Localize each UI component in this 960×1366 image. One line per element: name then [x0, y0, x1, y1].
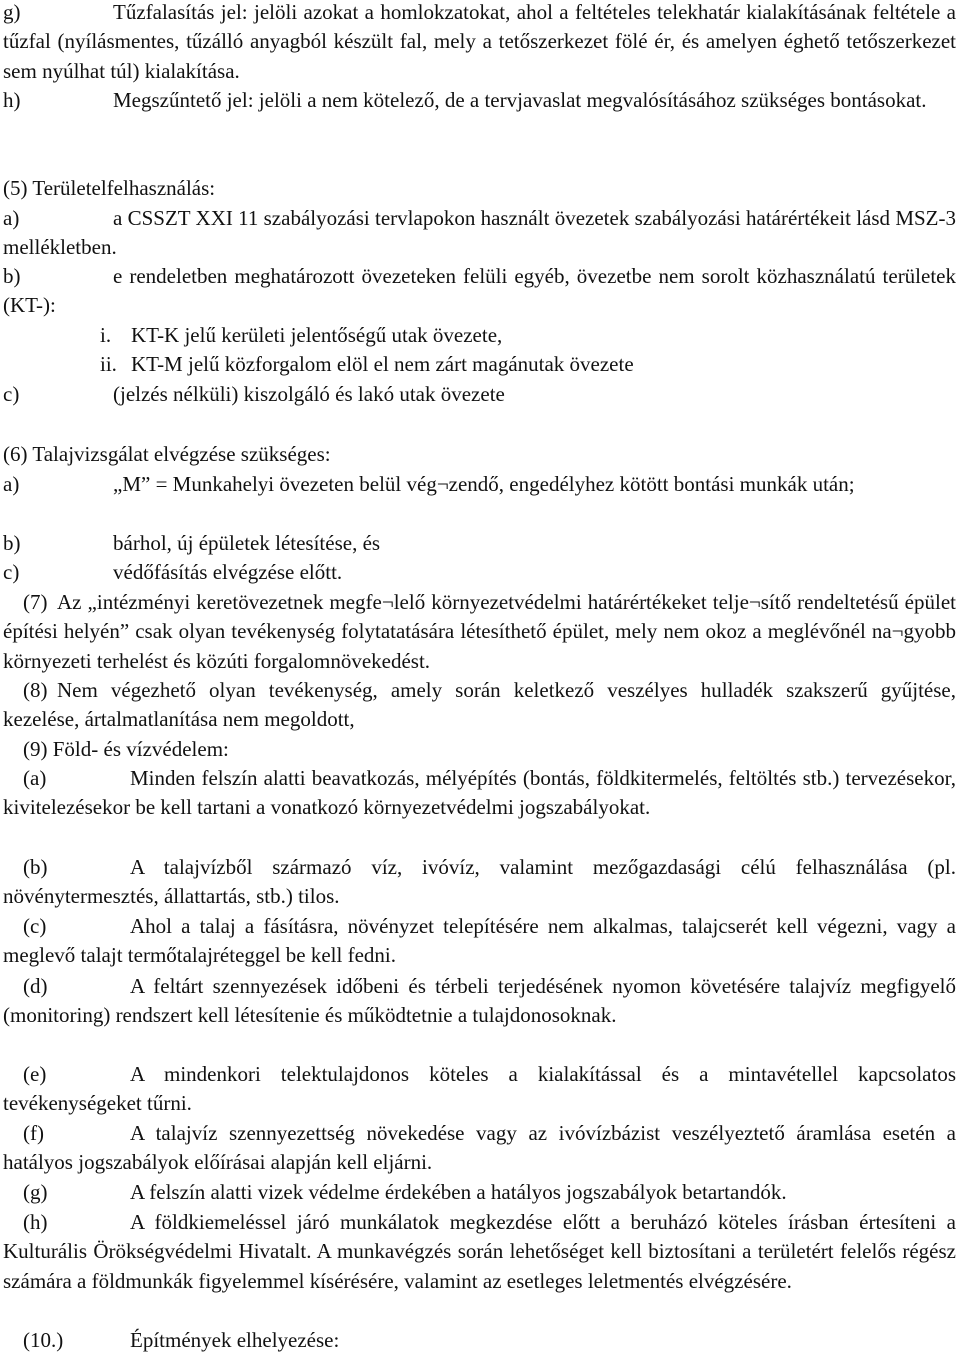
- section-9-item-e: [3, 1060, 956, 1119]
- item-label: (a): [23, 766, 47, 790]
- subitem-label: i.: [100, 323, 112, 347]
- section-9-item-h: [3, 1208, 956, 1296]
- section-number: (10.): [23, 1328, 64, 1352]
- item-label: c): [3, 382, 20, 406]
- item-text: e rendeletben meghatározott övezeteken felüli egyéb, övezetbe nem sorolt közhasználatú területek (KT-):: [3, 264, 956, 318]
- section-9-item-d: [3, 972, 956, 1031]
- item-text: A talajvíz szennyezettség növekedése vagy az ivóvízbázist veszélyeztető áramlása esetén a hatályos jogszabályok előírásai alapján kell eljárni.: [3, 1121, 956, 1175]
- item-label: (e): [23, 1062, 47, 1086]
- section-8: [3, 676, 956, 735]
- section-5-item-b: [3, 262, 956, 321]
- section-6-item-c: [3, 558, 956, 587]
- item-h: [3, 86, 956, 115]
- section-text: Nem végezhető olyan tevékenység, amely során keletkező veszélyes hulladék szakszerű gyűjtése, kezelése, ártalmatlanítása nem megoldott,: [3, 678, 956, 732]
- item-label: (b): [23, 855, 48, 879]
- section-6-item-a: [3, 470, 956, 499]
- item-text: A felszín alatti vizek védelme érdekében a hatályos jogszabályok betartandók.: [130, 1180, 787, 1204]
- section-6-item-b: [3, 529, 956, 558]
- item-label: b): [3, 264, 21, 288]
- section-5-item-c: [3, 380, 956, 409]
- section-text: Építmények elhelyezése:: [130, 1328, 340, 1352]
- section-5-heading: (5) Területelfelhasználás:: [3, 176, 216, 200]
- item-label: (c): [23, 914, 47, 938]
- subitem-text: KT-M jelű közforgalom elöl el nem zárt magánutak övezete: [131, 352, 634, 376]
- item-label: (h): [23, 1210, 48, 1234]
- section-text: Az „intézményi keretövezetnek megfe¬lelő környezetvédelmi határértékeket telje¬sítő rendeltetésű épület építési helyén” csak olyan tevékenység folytatatására létesíthető épület, mely nem okoz a meglévőnél na¬gyobb környezeti terhelést és közúti forgalomnövekedést.: [3, 590, 956, 673]
- section-9-item-b: [3, 853, 956, 912]
- section-9-heading: (9) Föld- és vízvédelem:: [23, 737, 229, 761]
- item-label: (g): [23, 1180, 48, 1204]
- item-label: a): [3, 472, 20, 496]
- section-9-item-f: [3, 1119, 956, 1178]
- item-label: (f): [23, 1121, 44, 1145]
- item-text: A földkiemeléssel járó munkálatok megkezdése előtt a beruházó köteles írásban értesíteni a Kulturális Örökségvédelmi Hivatalt. A munkavégzés során lehetőséget kell biztosítani a területért felelős régész számára a földmunkák figyelemmel kísérésére, valamint az esetleges leletmentés elvégzésére.: [3, 1210, 956, 1293]
- item-text: bárhol, új épületek létesítése, és: [113, 531, 381, 555]
- section-5-subitem-ii: [3, 350, 943, 379]
- item-label: b): [3, 531, 21, 555]
- item-label: c): [3, 560, 20, 584]
- section-5-subitem-i: [3, 321, 943, 350]
- item-text: Tűzfalasítás jel: jelöli azokat a homlokzatokat, ahol a feltételes telekhatár kialakításának feltétele a tűzfal (nyílásmentes, tűzálló anyagból készült fal, mely a tetőszerkezet fölé ér, és amelyen éghető tetőszerkezet sem nyúlhat túl) kialakítása.: [3, 0, 956, 83]
- item-label: g): [3, 0, 21, 24]
- item-text: „M” = Munkahelyi övezeten belül vég¬zendő, engedélyhez kötött bontási munkák után;: [113, 472, 855, 496]
- item-text: a CSSZT XXI 11 szabályozási tervlapokon használt övezetek szabályozási határértékeit lásd MSZ-3 mellékletben.: [3, 206, 956, 260]
- item-label: (d): [23, 974, 48, 998]
- section-9-item-a: [3, 764, 956, 823]
- item-text: Ahol a talaj a fásításra, növényzet telepítésére nem alkalmas, talajcserét kell végezni, vagy a meglevő talajt termőtalajréteggel be kell fedni.: [3, 914, 956, 968]
- section-number: (8): [23, 678, 48, 702]
- section-9-item-c: [3, 912, 956, 971]
- item-text: A feltárt szennyezések időbeni és térbeli terjedésének nyomon követésére talajvíz megfigyelő (monitoring) rendszert kell létesítenie és működtetnie a tulajdonosoknak.: [3, 974, 956, 1028]
- item-text: (jelzés nélküli) kiszolgáló és lakó utak övezete: [113, 382, 505, 406]
- section-9-item-g: [3, 1178, 956, 1207]
- section-6-heading: (6) Talajvizsgálat elvégzése szükséges:: [3, 442, 331, 466]
- item-text: Megszűntető jel: jelöli a nem kötelező, de a tervjavaslat megvalósításához szükséges bontásokat.: [113, 88, 927, 112]
- section-5-item-a: [3, 204, 956, 263]
- section-10-heading: [3, 1326, 956, 1355]
- item-text: védőfásítás elvégzése előtt.: [113, 560, 343, 584]
- item-label: h): [3, 88, 21, 112]
- item-g: [3, 0, 956, 86]
- subitem-text: KT-K jelű kerületi jelentőségű utak övezete,: [131, 323, 503, 347]
- section-7: [3, 588, 956, 676]
- item-text: Minden felszín alatti beavatkozás, mélyépítés (bontás, földkitermelés, feltöltés stb.) tervezésekor, kivitelezésekor be kell tartani a vonatkozó környezetvédelmi jogszabályokat.: [3, 766, 956, 820]
- item-label: a): [3, 206, 20, 230]
- subitem-label: ii.: [100, 352, 117, 376]
- section-number: (7): [23, 590, 48, 614]
- item-text: A talajvízből származó víz, ivóvíz, valamint mezőgazdasági célú felhasználása (pl. növénytermesztés, állattartás, stb.) tilos.: [3, 855, 956, 909]
- item-text: A mindenkori telektulajdonos köteles a kialakítással és a mintavétellel kapcsolatos tevékenységeket tűrni.: [3, 1062, 956, 1116]
